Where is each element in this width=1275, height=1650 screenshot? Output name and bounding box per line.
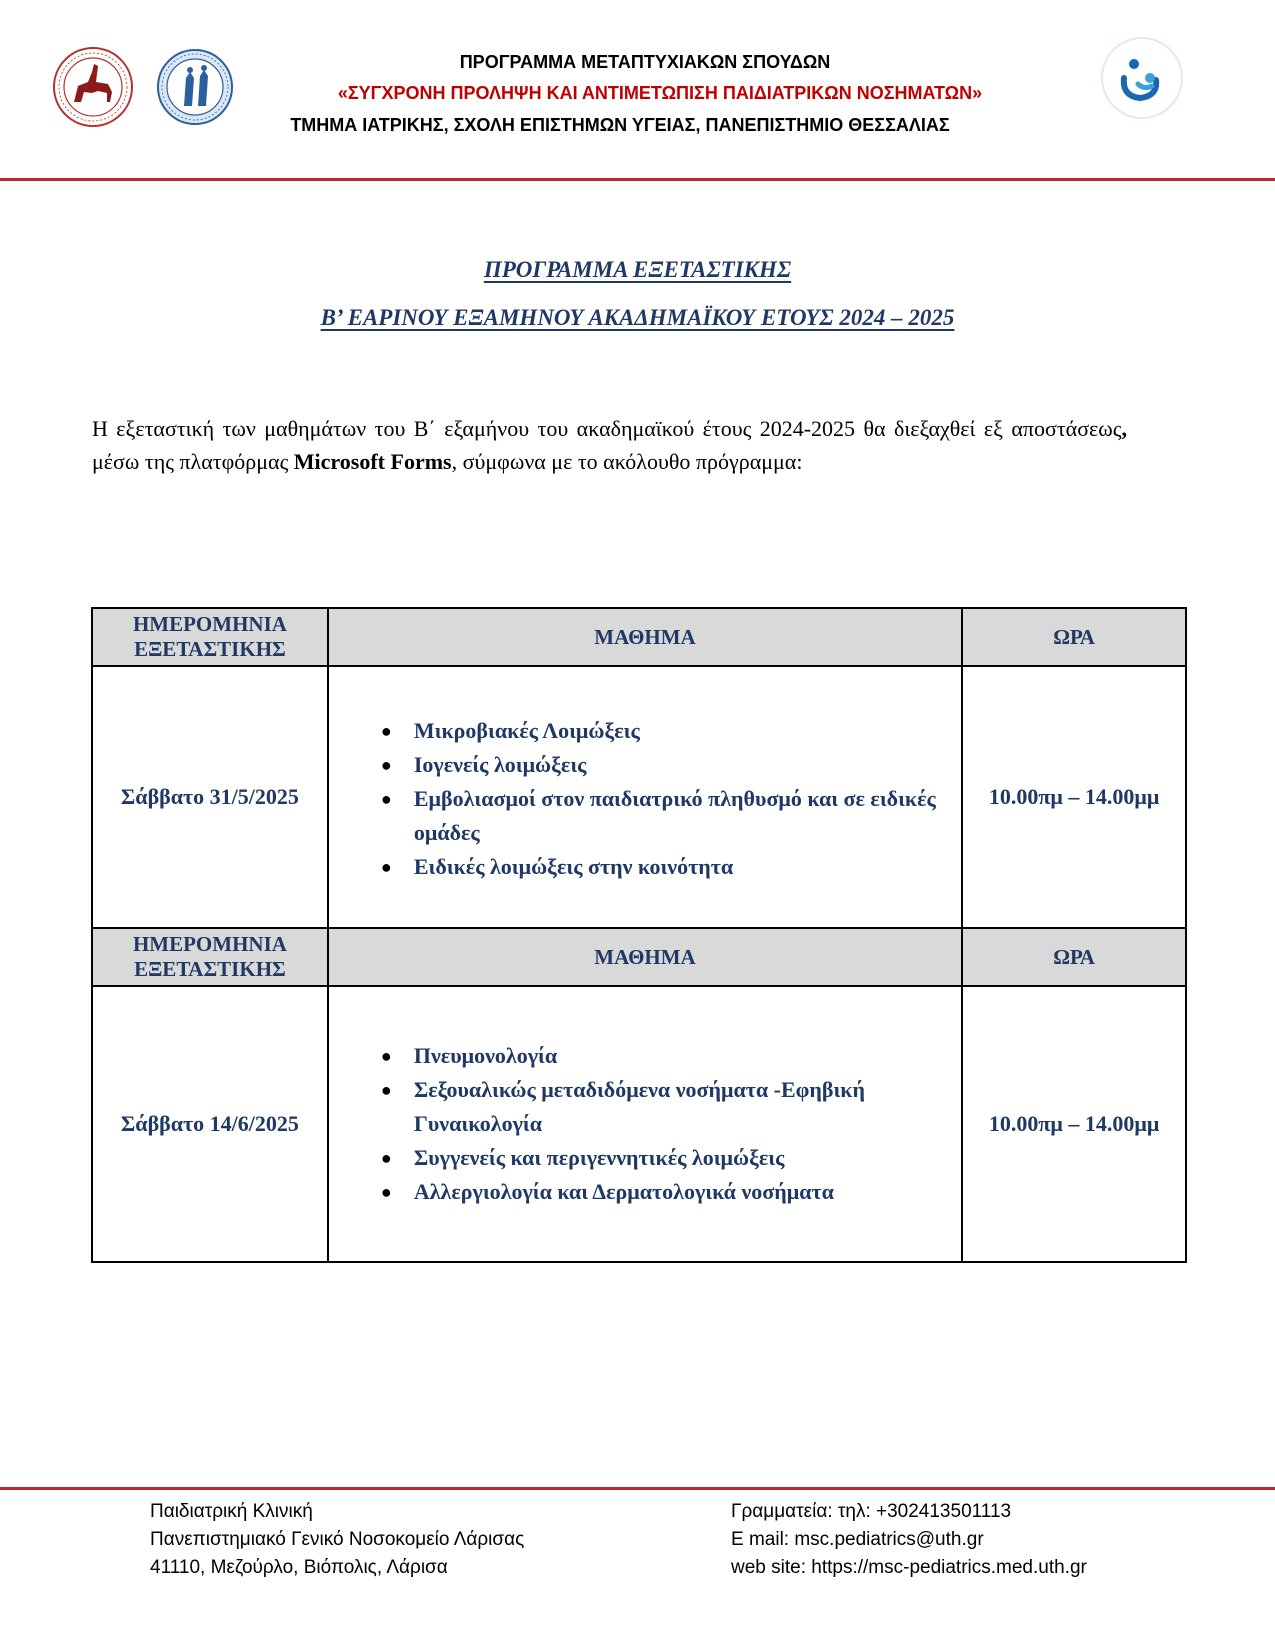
list-item [381, 1073, 961, 1141]
platform-name: Microsoft Forms [293, 449, 452, 474]
document-subtitle: Β’ ΕΑΡΙΝΟΥ ΕΞΑΜΗΝΟΥ ΑΚΑΔΗΜΑΪΚΟΥ ΕΤΟΥΣ 2024 – 2025 [320, 305, 955, 330]
course-name: Ιογενείς λοιμώξεις [413, 752, 587, 777]
footer-contact [731, 1498, 1087, 1582]
footer-address [150, 1498, 524, 1582]
course-name: Πνευμονολογία [413, 1043, 558, 1068]
course-name: Αλλεργιολογία και Δερματολογικά νοσήματα [413, 1179, 834, 1204]
hospital-name: Πανεπιστημιακό Γενικό Νοσοκομείο Λάρισας [150, 1529, 525, 1550]
course-list [329, 1039, 961, 1209]
bullet-icon: ● [380, 721, 392, 741]
list-item [381, 1175, 961, 1209]
bullet-icon: ● [380, 1046, 392, 1066]
header-course: ΜΑΘΗΜΑ [328, 608, 962, 666]
header-time: ΩΡΑ [962, 608, 1186, 666]
intro-text-3: , σύμφωνα με το ακόλουθο πρόγραμμα: [451, 449, 803, 474]
program-title: ΠΡΟΓΡΑΜΜΑ ΜΕΤΑΠΤΥΧΙΑΚΩΝ ΣΠΟΥΔΩΝ [459, 52, 831, 72]
header-divider [0, 178, 1275, 181]
course-list-cell [328, 666, 962, 928]
course-list [329, 710, 961, 884]
list-item [381, 748, 961, 782]
course-name: Εμβολιασμοί στον παιδιατρικό πληθυσμό και σε ειδικές ομάδες [413, 786, 936, 845]
intro-comma: , [1121, 416, 1127, 441]
table-row [92, 986, 1186, 1262]
bullet-icon: ● [380, 789, 392, 809]
header-time: ΩΡΑ [962, 928, 1186, 986]
list-item [381, 782, 961, 850]
document-title: ΠΡΟΓΡΑΜΜΑ ΕΞΕΤΑΣΤΙΚΗΣ [483, 257, 792, 282]
exam-schedule-table [91, 607, 1187, 1263]
list-item [381, 714, 961, 748]
bullet-icon: ● [380, 1148, 392, 1168]
exam-date: Σάββατο 31/5/2025 [92, 666, 328, 928]
contact-email[interactable]: E mail: msc.pediatrics@uth.gr [731, 1529, 984, 1550]
program-subtitle: «ΣΥΓΧΡΟΝΗ ΠΡΟΛΗΨΗ ΚΑΙ ΑΝΤΙΜΕΤΩΠΙΣΗ ΠΑΙΔΙΑΤΡΙΚΩΝ ΝΟΣΗΜΑΤΩΝ» [337, 83, 983, 103]
bullet-icon: ● [380, 755, 392, 775]
list-item [381, 1039, 961, 1073]
pediatric-clinic-logo [1098, 34, 1186, 122]
intro-text-2: μέσω της πλατφόρμας [92, 449, 294, 474]
course-name: Μικροβιακές Λοιμώξεις [413, 718, 640, 743]
table-row [92, 666, 1186, 928]
department-line: ΤΜΗΜΑ ΙΑΤΡΙΚΗΣ, ΣΧΟΛΗ ΕΠΙΣΤΗΜΩΝ ΥΓΕΙΑΣ, ΠΑΝΕΠΙΣΤΗΜΙΟ ΘΕΣΣΑΛΙΑΣ [290, 115, 950, 135]
course-name: Ειδικές λοιμώξεις στην κοινότητα [413, 854, 734, 879]
table-header-row [92, 608, 1186, 666]
bullet-icon: ● [380, 1080, 392, 1100]
exam-time: 10.00πμ – 14.00μμ [962, 986, 1186, 1262]
header-date: ΗΜΕΡΟΜΗΝΙΑ ΕΞΕΤΑΣΤΙΚΗΣ [92, 608, 328, 666]
intro-paragraph [92, 412, 1127, 478]
postal-address: 41110, Μεζούρλο, Βιόπολις, Λάρισα [150, 1557, 448, 1578]
table-header-row [92, 928, 1186, 986]
course-name: Σεξουαλικώς μεταδιδόμενα νοσήματα -Εφηβική Γυναικολογία [413, 1077, 865, 1136]
exam-time: 10.00πμ – 14.00μμ [962, 666, 1186, 928]
course-name: Συγγενείς και περιγεννητικές λοιμώξεις [413, 1145, 785, 1170]
header-date: ΗΜΕΡΟΜΗΝΙΑ ΕΞΕΤΑΣΤΙΚΗΣ [92, 928, 328, 986]
bullet-icon: ● [380, 1182, 392, 1202]
footer-divider [0, 1487, 1275, 1490]
bullet-icon: ● [380, 857, 392, 877]
exam-date: Σάββατο 14/6/2025 [92, 986, 328, 1262]
header-course: ΜΑΘΗΜΑ [328, 928, 962, 986]
website-link[interactable]: web site: https://msc-pediatrics.med.uth.gr [731, 1557, 1087, 1578]
clinic-name: Παιδιατρική Κλινική [150, 1501, 313, 1522]
secretariat-phone: Γραμματεία: τηλ: +302413501113 [731, 1501, 1012, 1522]
intro-text-1: Η εξεταστική των μαθημάτων του Β΄ εξαμήνου του ακαδημαϊκού έτους 2024-2025 θα διεξαχθεί εξ αποστάσεως [92, 416, 1122, 441]
list-item [381, 850, 961, 884]
list-item [381, 1141, 961, 1175]
course-list-cell [328, 986, 962, 1262]
